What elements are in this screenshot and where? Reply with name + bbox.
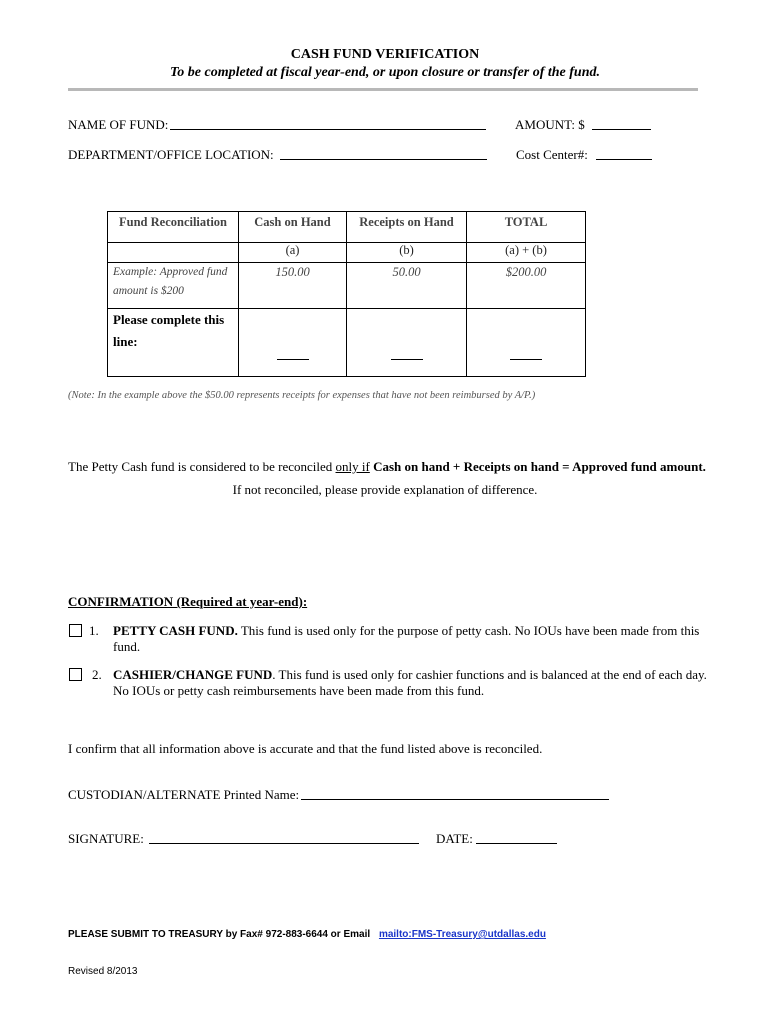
table-header-cell	[347, 212, 467, 243]
signature-field[interactable]	[149, 843, 419, 844]
item2-description-cont: No IOUs or petty cash reimbursements have been made from this fund.	[113, 683, 485, 698]
table-complete-row	[108, 309, 586, 377]
subheader-b: (b)	[399, 243, 414, 257]
receipts-on-hand-input-cell[interactable]	[347, 309, 467, 377]
reconciled-only-if: only if	[335, 459, 370, 474]
header-receipts-on-hand: Receipts on Hand	[359, 215, 454, 229]
header-cash-on-hand: Cash on Hand	[254, 215, 331, 229]
header-total: TOTAL	[504, 215, 548, 229]
table-header-cell	[467, 212, 586, 243]
header-fund-reconciliation: Fund Reconciliation	[119, 215, 227, 229]
petty-cash-checkbox[interactable]	[69, 624, 82, 637]
complete-label-line2: line:	[113, 334, 138, 349]
amount-field[interactable]	[592, 129, 651, 130]
cash-on-hand-blank[interactable]	[277, 359, 309, 360]
item1-title: PETTY CASH FUND.	[113, 623, 238, 638]
table-cell	[347, 243, 467, 263]
custodian-name-field[interactable]	[301, 799, 609, 800]
custodian-label: CUSTODIAN/ALTERNATE Printed Name:	[68, 787, 300, 802]
confirm-statement: I confirm that all information above is accurate and that the fund listed above is reconciled.	[68, 741, 543, 756]
reconciled-statement	[68, 459, 706, 475]
example-note: (Note: In the example above the $50.00 represents receipts for expenses that have not been reimbursed by A/P.)	[68, 390, 536, 401]
amount-label: AMOUNT: $	[515, 117, 585, 132]
cash-on-hand-input-cell[interactable]	[239, 309, 347, 377]
example-label-line2: amount is $200	[113, 285, 184, 297]
cashier-change-checkbox[interactable]	[69, 668, 82, 681]
confirmation-heading: CONFIRMATION (Required at year-end):	[68, 594, 308, 609]
item2-description: . This fund is used only for cashier functions and is balanced at the end of each day.	[272, 667, 707, 682]
date-label: DATE:	[436, 831, 473, 846]
table-cell	[239, 243, 347, 263]
signature-label: SIGNATURE:	[68, 831, 144, 846]
example-label-line1: Example: Approved fund	[113, 266, 228, 278]
header-divider	[68, 88, 698, 91]
example-total-value: $200.00	[467, 263, 586, 309]
example-label-cell	[108, 263, 239, 309]
table-header-cell	[108, 212, 239, 243]
name-of-fund-label: NAME OF FUND:	[68, 117, 169, 132]
department-field[interactable]	[280, 159, 487, 160]
reconciliation-table	[107, 211, 586, 377]
submit-text: PLEASE SUBMIT TO TREASURY by Fax# 972-883-6644 or Email	[68, 929, 371, 940]
table-header-cell	[239, 212, 347, 243]
table-subheader-row	[108, 243, 586, 263]
table-cell	[108, 243, 239, 263]
example-receipts-value: 50.00	[347, 263, 467, 309]
subheader-a-plus-b: (a) + (b)	[505, 243, 547, 257]
item1-number: 1.	[89, 623, 99, 638]
cost-center-field[interactable]	[596, 159, 652, 160]
reconciled-prefix: The Petty Cash fund is considered to be reconciled	[68, 459, 336, 474]
reconciled-explanation: If not reconciled, please provide explanation of difference.	[232, 482, 538, 497]
name-of-fund-field[interactable]	[170, 129, 486, 130]
item2-title: CASHIER/CHANGE FUND	[113, 667, 273, 682]
submit-instructions	[68, 929, 546, 940]
treasury-email-link[interactable]: mailto:FMS-Treasury@utdallas.edu	[378, 929, 546, 940]
date-field[interactable]	[476, 843, 557, 844]
table-header-row	[108, 212, 586, 243]
complete-label-cell	[108, 309, 239, 377]
example-cash-value: 150.00	[239, 263, 347, 309]
revised-date: Revised 8/2013	[68, 966, 138, 977]
table-example-row	[108, 263, 586, 309]
complete-label-line1: Please complete this	[113, 312, 225, 327]
item2-text	[113, 667, 707, 683]
table-cell	[467, 243, 586, 263]
form-subtitle: To be completed at fiscal year-end, or upon closure or transfer of the fund.	[170, 65, 600, 80]
item1-description-cont: fund.	[113, 639, 141, 654]
item1-text	[113, 623, 699, 639]
cost-center-label: Cost Center#:	[516, 147, 588, 162]
subheader-a: (a)	[285, 243, 300, 257]
total-input-cell[interactable]	[467, 309, 586, 377]
form-title: CASH FUND VERIFICATION	[290, 47, 480, 62]
reconciled-formula: Cash on hand + Receipts on hand = Approved fund amount.	[373, 459, 706, 474]
receipts-on-hand-blank[interactable]	[391, 359, 423, 360]
total-blank[interactable]	[510, 359, 542, 360]
item2-number: 2.	[92, 667, 102, 682]
department-label: DEPARTMENT/OFFICE LOCATION:	[68, 147, 274, 162]
item1-description: This fund is used only for the purpose of petty cash. No IOUs have been made from this	[237, 623, 700, 638]
